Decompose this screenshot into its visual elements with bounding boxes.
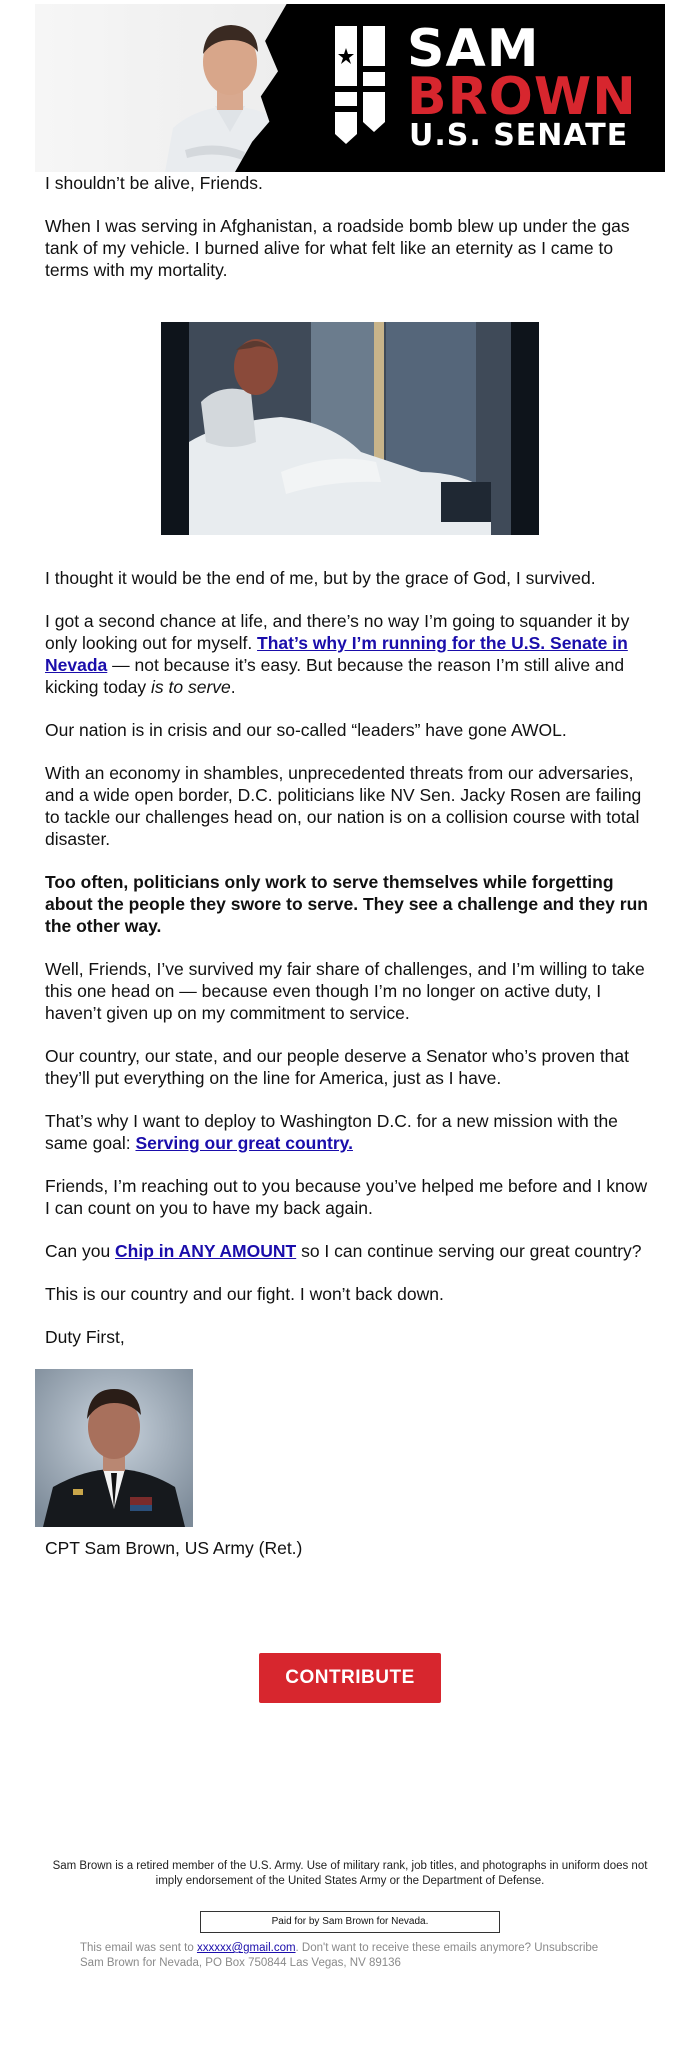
header-banner	[35, 4, 665, 172]
paragraph-text: I got a second chance at life, and there’s no way I’m going to squander it by only looking out for myself.	[45, 611, 630, 653]
paragraph-afghanistan: When I was serving in Afghanistan, a roadside bomb blew up under the gas tank of my vehicle. I burned alive for what felt like an eternity as I came to terms with my mortality.	[45, 216, 630, 280]
paragraph-our-fight: This is our country and our fight. I won’t back down.	[45, 1284, 444, 1304]
military-disclaimer: Sam Brown is a retired member of the U.S. Army. Use of military rank, job titles, and photographs in uniform does not imply endorsement of the United States Army or the Department of Defense.	[52, 1860, 648, 1887]
unsubscribe-text[interactable]: . Don't want to receive these emails anymore? Unsubscribe	[295, 1942, 599, 1954]
paragraph-text: so I can continue serving our great country?	[296, 1241, 642, 1261]
paragraph-text: .	[230, 677, 236, 697]
paragraph-deserve: Our country, our state, and our people deserve a Senator who’s proven that they’ll put everything on the line for America, just as I have.	[45, 1046, 630, 1088]
signoff: Duty First,	[45, 1327, 125, 1347]
email-container	[35, 4, 665, 1971]
banner-name-line2: BROWN	[407, 67, 637, 127]
paid-for-box: Paid for by Sam Brown for Nevada.	[200, 1911, 500, 1933]
signature-portrait	[35, 1369, 193, 1527]
banner-office: U.S. SENATE	[409, 118, 629, 153]
paragraph-text: Can you	[45, 1241, 116, 1261]
paragraph-politicians: Too often, politicians only work to serve themselves while forgetting about the people they swore to serve. They see a challenge and they run the other way.	[45, 872, 648, 936]
hospital-photo	[161, 322, 539, 535]
paragraph-opening: I shouldn’t be alive, Friends.	[45, 173, 263, 193]
paragraph-second-chance	[45, 610, 655, 698]
serving-country-link[interactable]: Serving our great country.	[135, 1133, 353, 1153]
paragraph-text: — not because it’s easy. But because the reason I’m still alive and kicking today	[45, 655, 625, 697]
chip-in-link[interactable]: Chip in ANY AMOUNT	[115, 1241, 297, 1261]
footer-text: This email was sent to	[80, 1942, 197, 1954]
emphasis-text: is to serve	[151, 677, 231, 697]
contribute-button[interactable]: CONTRIBUTE	[259, 1653, 441, 1703]
paragraph-crisis: Our nation is in crisis and our so-called “leaders” have gone AWOL.	[45, 720, 567, 740]
email-body	[35, 172, 665, 281]
email-footer	[35, 1941, 665, 1971]
cta-container	[35, 1653, 665, 1703]
banner-name-line1: SAM	[407, 19, 540, 79]
paragraph-survived: I thought it would be the end of me, but by the grace of God, I survived.	[45, 568, 596, 588]
paragraph-chip-in	[45, 1240, 655, 1262]
recipient-email-link[interactable]: xxxxxx@gmail.com	[196, 1942, 296, 1954]
mailing-address: Sam Brown for Nevada, PO Box 750844 Las Vegas, NV 89136	[80, 1957, 401, 1969]
paragraph-deploy	[45, 1110, 655, 1154]
running-for-senate-link[interactable]: That’s why I’m running for the U.S. Senate in Nevada	[45, 633, 628, 675]
flag-logo-icon	[335, 26, 385, 144]
paragraph-challenges: Well, Friends, I’ve survived my fair share of challenges, and I’m willing to take this one head on — because even though I’m no longer on active duty, I haven’t given up on my commitment to service.	[45, 959, 645, 1023]
paragraph-economy: With an economy in shambles, unprecedented threats from our adversaries, and a wide open border, D.C. politicians like NV Sen. Jacky Rosen are failing to tackle our challenges head on, our nation is on a collision course with total disaster.	[45, 763, 642, 849]
paragraph-text: That’s why I want to deploy to Washington D.C. for a new mission with the same goal:	[45, 1111, 618, 1153]
paragraph-reaching-out: Friends, I’m reaching out to you because you’ve helped me before and I know I can count on you to have my back again.	[45, 1176, 648, 1218]
email-body-continued	[35, 567, 665, 1348]
sent-to-line	[80, 1941, 665, 1956]
signature-name: CPT Sam Brown, US Army (Ret.)	[45, 1538, 303, 1558]
